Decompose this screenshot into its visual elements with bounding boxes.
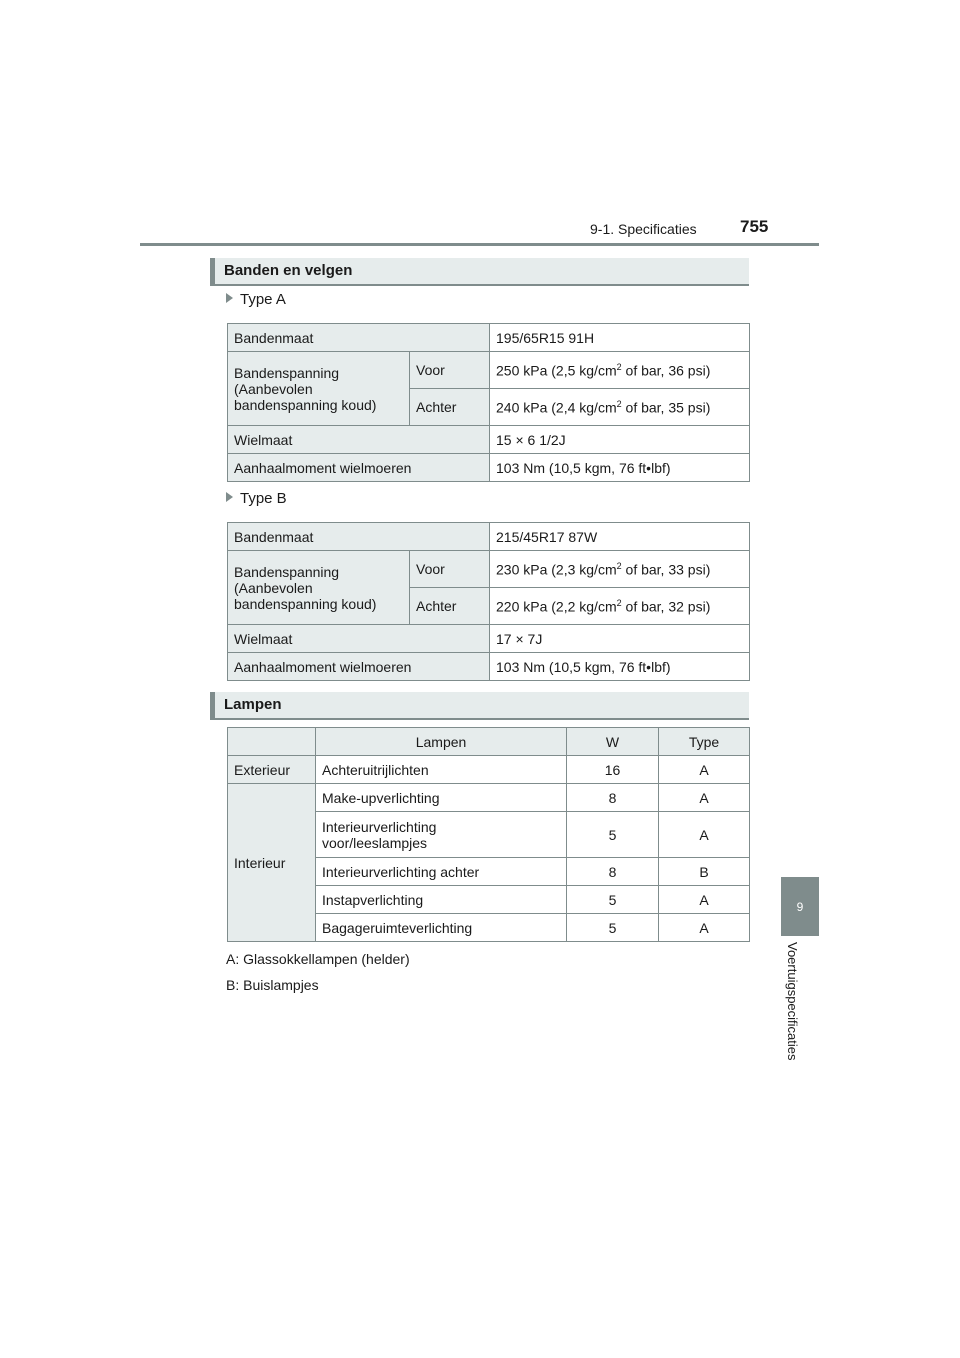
section-heading-lamps <box>210 692 749 720</box>
lamp-table <box>227 727 750 942</box>
table-row: Interieurverlichting voor/leeslampjes 5 A <box>228 812 750 858</box>
table-row: Wielmaat 15 × 6 1/2J <box>228 426 750 454</box>
table-header-row: Lampen W Type <box>228 728 750 756</box>
table-row: Instapverlichting 5 A <box>228 886 750 914</box>
section-header: 9-1. Specificaties <box>590 221 697 237</box>
section-heading-tires <box>210 258 749 286</box>
chapter-tab <box>781 877 819 936</box>
header-rule <box>140 243 819 246</box>
table-row: Bandenmaat 195/65R15 91H <box>228 324 750 352</box>
tire-table-type-a <box>227 323 750 482</box>
table-row: Interieurverlichting achter 8 B <box>228 858 750 886</box>
table-row: Bandenspanning (Aanbevolen bandenspanning koud) Voor 230 kPa (2,3 $kg/cm^2$ of bar, 33 psi) <box>228 551 750 588</box>
footnote-a: A: Glassokkellampen (helder) <box>226 951 410 967</box>
type-a-label: Type A <box>226 291 286 308</box>
footnote-b: B: Buislampjes <box>226 977 319 993</box>
table-row: Aanhaalmoment wielmoeren 103 Nm (10,5 kgm, 76 ft•lbf) <box>228 454 750 482</box>
chapter-label: Voertuigspecificaties <box>785 942 800 1061</box>
table-row: Exterieur Achteruitrijlichten 16 A <box>228 756 750 784</box>
section-title: Lampen <box>224 696 282 713</box>
table-row: Bandenmaat 215/45R17 87W <box>228 523 750 551</box>
table-row: Bandenspanning (Aanbevolen bandenspanning koud) Voor 250 kPa (2,5 $kg/cm^2$ of bar, 36 psi) <box>228 352 750 389</box>
section-title: Banden en velgen <box>224 262 353 279</box>
table-row: Wielmaat 17 × 7J <box>228 625 750 653</box>
table-row: Achter 240 kPa (2,4 $kg/cm^2$ of bar, 35 psi) <box>228 389 750 426</box>
tire-table-type-b <box>227 522 750 681</box>
table-row: Interieur Make-upverlichting 8 A <box>228 784 750 812</box>
triangle-arrow-icon <box>226 492 233 502</box>
page-number: 755 <box>740 217 769 236</box>
table-row: Aanhaalmoment wielmoeren 103 Nm (10,5 kgm, 76 ft•lbf) <box>228 653 750 681</box>
type-b-label: Type B <box>226 490 287 507</box>
table-row: Bagageruimteverlichting 5 A <box>228 914 750 942</box>
triangle-arrow-icon <box>226 293 233 303</box>
table-row: Achter 220 kPa (2,2 $kg/cm^2$ of bar, 32 psi) <box>228 588 750 625</box>
chapter-number: 9 <box>796 899 804 914</box>
